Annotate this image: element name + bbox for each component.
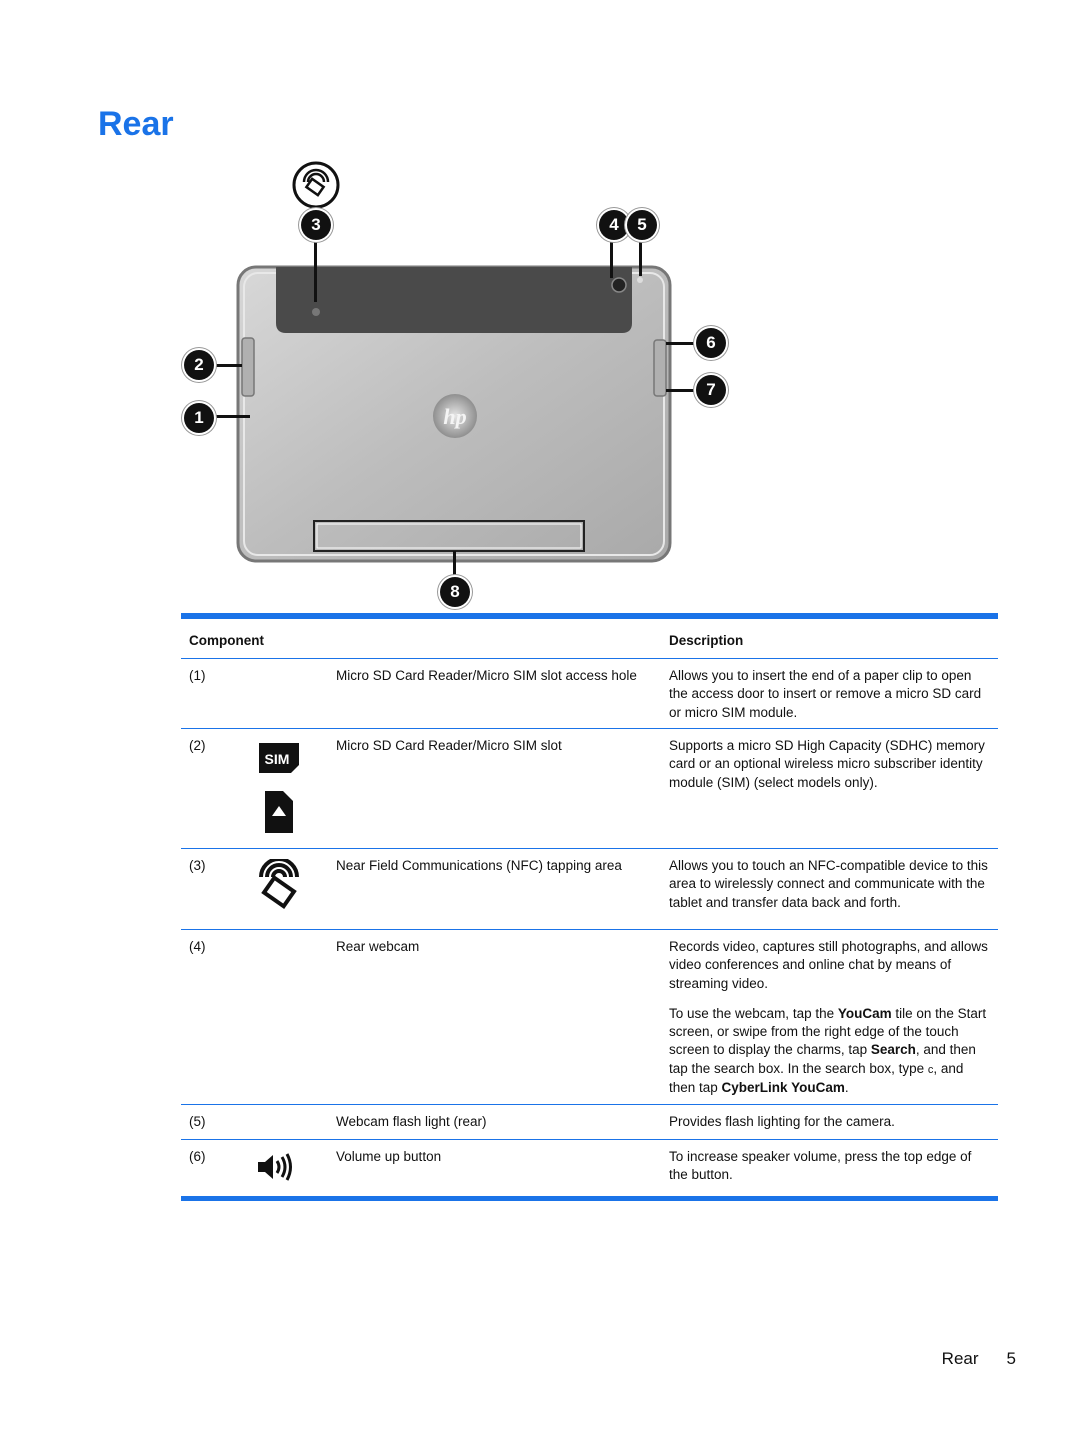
sim-icon xyxy=(255,739,303,839)
leader-6 xyxy=(666,342,694,345)
page-footer xyxy=(914,1349,1016,1369)
table-row xyxy=(181,1105,998,1140)
row-number: (4) xyxy=(189,939,206,954)
row-icons xyxy=(255,859,305,924)
description-paragraph: To use the webcam, tap the YouCam tile on the Start screen, or swipe from the right edge of the touch screen to display the charms, tap Search, and then tap the search box. In the search box, type c, and then tap CyberLink YouCam. xyxy=(669,1005,987,1096)
leader-3 xyxy=(314,238,317,302)
table-bottom-bar xyxy=(181,1197,998,1201)
page-title: Rear xyxy=(98,105,174,143)
nfc-top-icon xyxy=(294,163,338,207)
callout-6: 6 xyxy=(696,328,726,358)
tablet-rear-figure xyxy=(170,160,750,610)
hp-logo-text: hp xyxy=(443,404,467,429)
callout-2: 2 xyxy=(184,350,214,380)
sim-icon-label: SIM xyxy=(264,751,290,767)
card-slot xyxy=(242,338,254,396)
leader-4 xyxy=(610,238,613,278)
component-name: Micro SD Card Reader/Micro SIM slot xyxy=(336,738,562,753)
component-table xyxy=(181,613,998,1201)
table-row xyxy=(181,849,998,930)
callout-4: 4 xyxy=(599,210,629,240)
description-paragraph: Records video, captures still photographs, and allows video conferences and online chat by means of streaming video. xyxy=(669,939,988,991)
page-number: 5 xyxy=(1006,1349,1016,1368)
table-row xyxy=(181,1140,998,1197)
footer-section: Rear xyxy=(941,1349,979,1368)
volume-buttons xyxy=(654,340,666,396)
callout-7: 7 xyxy=(696,375,726,405)
nfc-mark xyxy=(312,308,320,316)
row-number: (6) xyxy=(189,1149,206,1164)
component-name: Micro SD Card Reader/Micro SIM slot access hole xyxy=(336,668,637,683)
row-number: (3) xyxy=(189,858,206,873)
component-name: Webcam flash light (rear) xyxy=(336,1114,487,1129)
table-header xyxy=(181,619,998,659)
leader-2 xyxy=(212,364,242,367)
component-name: Volume up button xyxy=(336,1149,442,1164)
callout-1: 1 xyxy=(184,403,214,433)
webcam-flash xyxy=(637,277,643,283)
leader-7 xyxy=(666,389,694,392)
component-name: Rear webcam xyxy=(336,939,420,954)
component-description: Provides flash lighting for the camera. xyxy=(669,1114,895,1129)
component-name: Near Field Communications (NFC) tapping area xyxy=(336,858,622,873)
component-description: Allows you to insert the end of a paper clip to open the access door to insert or remove a micro SD card or micro SIM module. xyxy=(669,668,982,720)
leader-1 xyxy=(212,415,250,418)
table-row xyxy=(181,930,998,1105)
component-description: To increase speaker volume, press the top edge of the button. xyxy=(669,1149,972,1183)
tablet-rear-illustration xyxy=(170,160,750,610)
callout-8: 8 xyxy=(440,577,470,607)
table-row xyxy=(181,659,998,729)
callout-5: 5 xyxy=(627,210,657,240)
volume-up-icon xyxy=(255,1152,295,1182)
leader-8 xyxy=(453,551,456,577)
nfc-icon xyxy=(255,859,305,919)
component-description xyxy=(669,938,991,1109)
rear-webcam-lens xyxy=(612,278,626,292)
table-row xyxy=(181,729,998,849)
callout-3: 3 xyxy=(301,210,331,240)
leader-5 xyxy=(639,238,642,276)
header-description: Description xyxy=(669,633,744,648)
component-description: Supports a micro SD High Capacity (SDHC) memory card or an optional wireless micro subscriber identity module (SIM) (select models only). xyxy=(669,738,985,790)
header-component: Component xyxy=(189,633,264,648)
row-icons xyxy=(255,1152,305,1187)
component-description: Allows you to touch an NFC-compatible device to this area to wirelessly connect and communicate with the tablet and transfer data back and forth. xyxy=(669,858,988,910)
row-number: (2) xyxy=(189,738,206,753)
row-icons xyxy=(255,739,305,844)
row-number: (5) xyxy=(189,1114,206,1129)
row-number: (1) xyxy=(189,668,206,683)
